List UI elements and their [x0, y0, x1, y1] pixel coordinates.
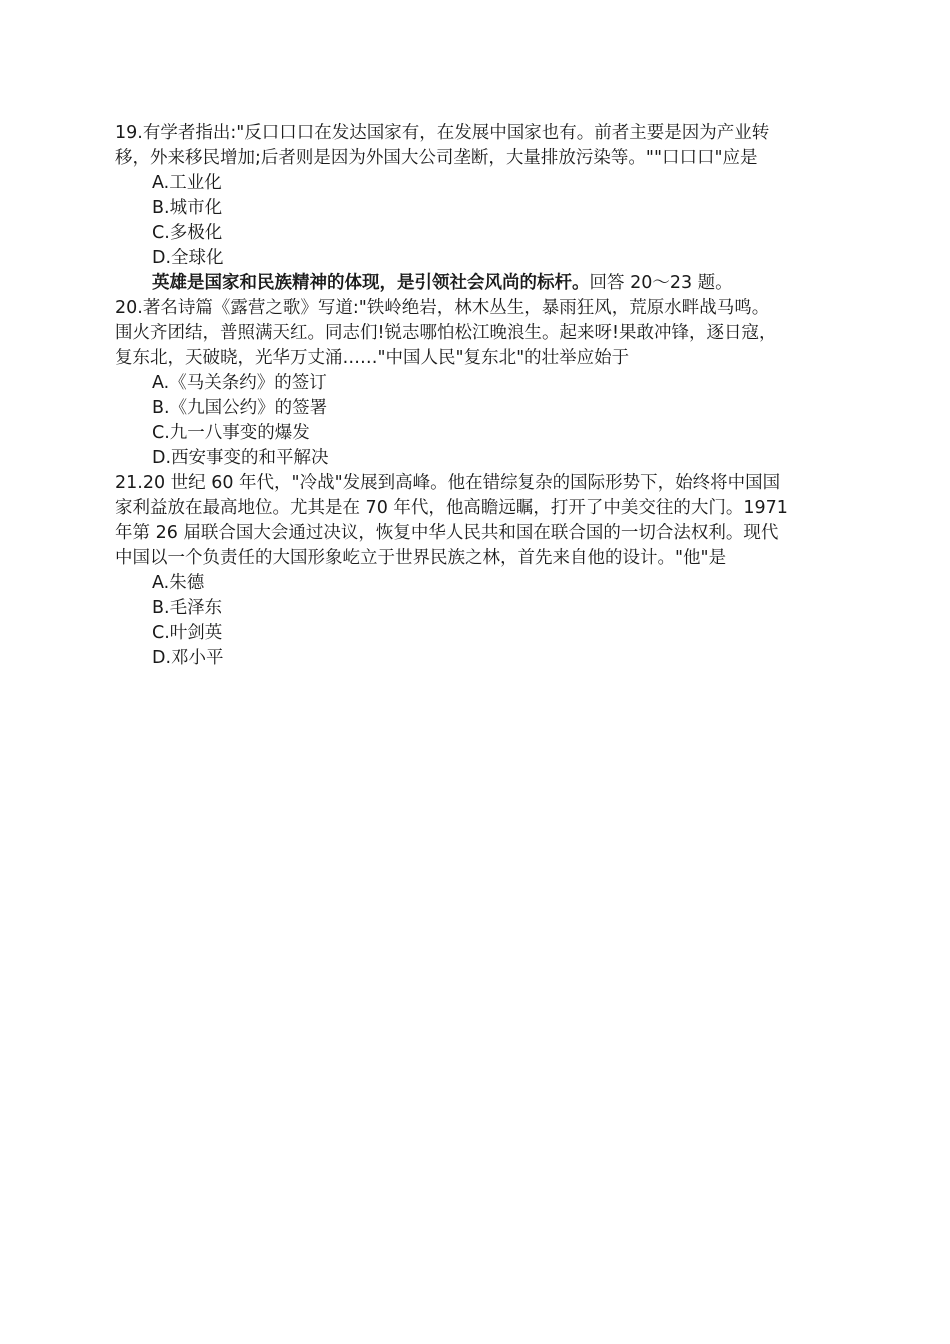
question-20 [115, 296, 840, 471]
question-20-stem-line-2: 围火齐团结，普照满天红。同志们!锐志哪怕松江晚浪生。起来呀!果敢冲锋，逐日寇， [115, 323, 777, 343]
question-19-option-a: A.工业化 [152, 173, 222, 193]
question-19 [115, 121, 840, 271]
question-20-option-a: A.《马关条约》的签订 [152, 373, 327, 393]
question-21-option-b: B.毛泽东 [152, 598, 223, 618]
question-20-stem-line-1: 20.著名诗篇《露营之歌》写道:"铁岭绝岩，林木丛生，暴雨狂风，荒原水畔战马鸣。 [115, 298, 770, 318]
section-intro-bold: 英雄是国家和民族精神的体现，是引领社会风尚的标杆。 [152, 273, 590, 293]
question-21-stem-line-4: 中国以一个负责任的大国形象屹立于世界民族之林，首先来自他的设计。"他"是 [115, 548, 727, 568]
question-21-option-c: C.叶剑英 [152, 623, 223, 643]
question-19-stem-line-2: 移，外来移民增加;后者则是因为外国大公司垄断，大量排放污染等。""口口口"应是 [115, 148, 758, 168]
question-21-option-d: D.邓小平 [152, 648, 224, 668]
question-21-stem-line-1: 21.20 世纪 60 年代，"冷战"发展到高峰。他在错综复杂的国际形势下，始终将中国国 [115, 473, 781, 493]
question-19-stem-line-1: 19.有学者指出:"反口口口在发达国家有，在发展中国家也有。前者主要是因为产业转 [115, 123, 770, 143]
question-19-option-b: B.城市化 [152, 198, 223, 218]
question-21 [115, 471, 840, 671]
question-19-option-d: D.全球化 [152, 248, 224, 268]
section-intro-instruction: 回答 20～23 题。 [589, 273, 733, 293]
question-21-stem-line-2: 家利益放在最高地位。尤其是在 70 年代，他高瞻远瞩，打开了中美交往的大门。1971 [115, 498, 788, 518]
section-intro [115, 271, 840, 296]
question-21-option-a: A.朱德 [152, 573, 205, 593]
document-content [115, 121, 840, 671]
question-20-stem-line-3: 复东北，天破晓，光华万丈涌……"中国人民"复东北"的壮举应始于 [115, 348, 630, 368]
question-21-stem-line-3: 年第 26 届联合国大会通过决议，恢复中华人民共和国在联合国的一切合法权利。现代 [115, 523, 779, 543]
question-19-option-c: C.多极化 [152, 223, 223, 243]
question-20-option-d: D.西安事变的和平解决 [152, 448, 329, 468]
question-20-option-b: B.《九国公约》的签署 [152, 398, 328, 418]
question-20-option-c: C.九一八事变的爆发 [152, 423, 310, 443]
